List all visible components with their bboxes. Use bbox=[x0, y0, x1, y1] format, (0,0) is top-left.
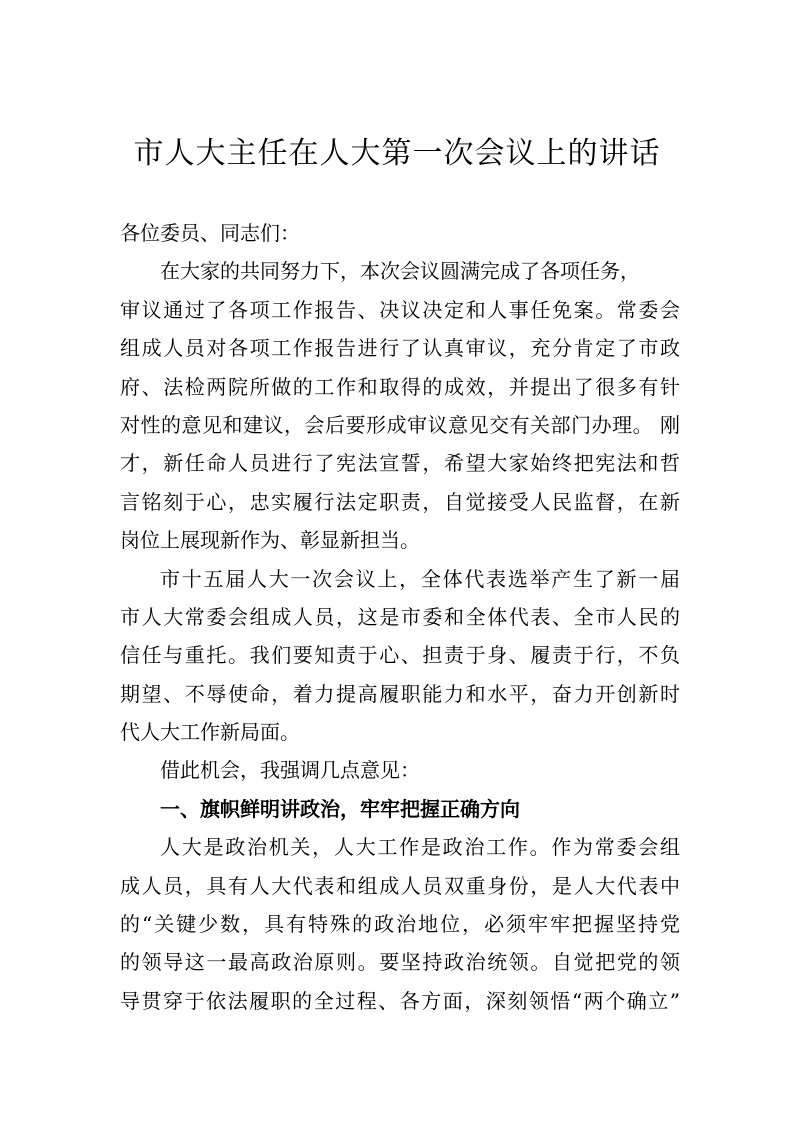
body-line: 组成人员对各项工作报告进行了认真审议，充分肯定了市政 bbox=[120, 336, 680, 361]
body-line: 的领导这一最高政治原则。要坚持政治统领。自觉把党的领 bbox=[120, 950, 680, 975]
body-line: 借此机会，我强调几点意见： bbox=[160, 758, 420, 783]
body-line: 导贯穿于依法履职的全过程、各方面，深刻领悟“两个确立” bbox=[120, 988, 680, 1013]
body-line: 对性的意见和建议，会后要形成审议意见交有关部门办理。 刚 bbox=[120, 412, 680, 437]
document-body bbox=[120, 214, 680, 1020]
body-line: 市十五届人大一次会议上，全体代表选举产生了新一届 bbox=[160, 566, 680, 591]
body-line: 府、法检两院所做的工作和取得的成效，并提出了很多有针 bbox=[120, 374, 680, 399]
body-line: 在大家的共同努力下，本次会议圆满完成了各项任务， bbox=[160, 259, 640, 284]
body-line: 言铭刻于心，忠实履行法定职责，自觉接受人民监督，在新 bbox=[120, 489, 680, 514]
body-line: 市人大常委会组成人员，这是市委和全体代表、全市人民的 bbox=[120, 604, 680, 629]
body-line: 的“关键少数，具有特殊的政治地位，必须牢牢把握坚持党 bbox=[120, 912, 680, 937]
body-line: 才，新任命人员进行了宪法宣誓，希望大家始终把宪法和哲 bbox=[120, 451, 680, 476]
body-line: 期望、不辱使命，着力提高履职能力和水平，奋力开创新时 bbox=[120, 681, 680, 706]
body-line: 成人员，具有人大代表和组成人员双重身份，是人大代表中 bbox=[120, 873, 680, 898]
body-line: 代人大工作新局面。 bbox=[120, 720, 300, 745]
body-line: 各位委员、同志们： bbox=[120, 221, 300, 245]
body-line: 信任与重托。我们要知责于心、担责于身、履责于行，不负 bbox=[120, 643, 680, 668]
document-title: 市人大主任在人大第一次会议上的讲话 bbox=[133, 136, 661, 171]
section-heading: 一、旗帜鲜明讲政治，牢牢把握正确方向 bbox=[160, 796, 520, 821]
body-line: 审议通过了各项工作报告、决议决定和人事任免案。常委会 bbox=[120, 297, 680, 322]
body-line: 岗位上展现新作为、彰显新担当。 bbox=[120, 528, 420, 553]
body-line: 人大是政治机关，人大工作是政治工作。作为常委会组 bbox=[160, 835, 680, 860]
